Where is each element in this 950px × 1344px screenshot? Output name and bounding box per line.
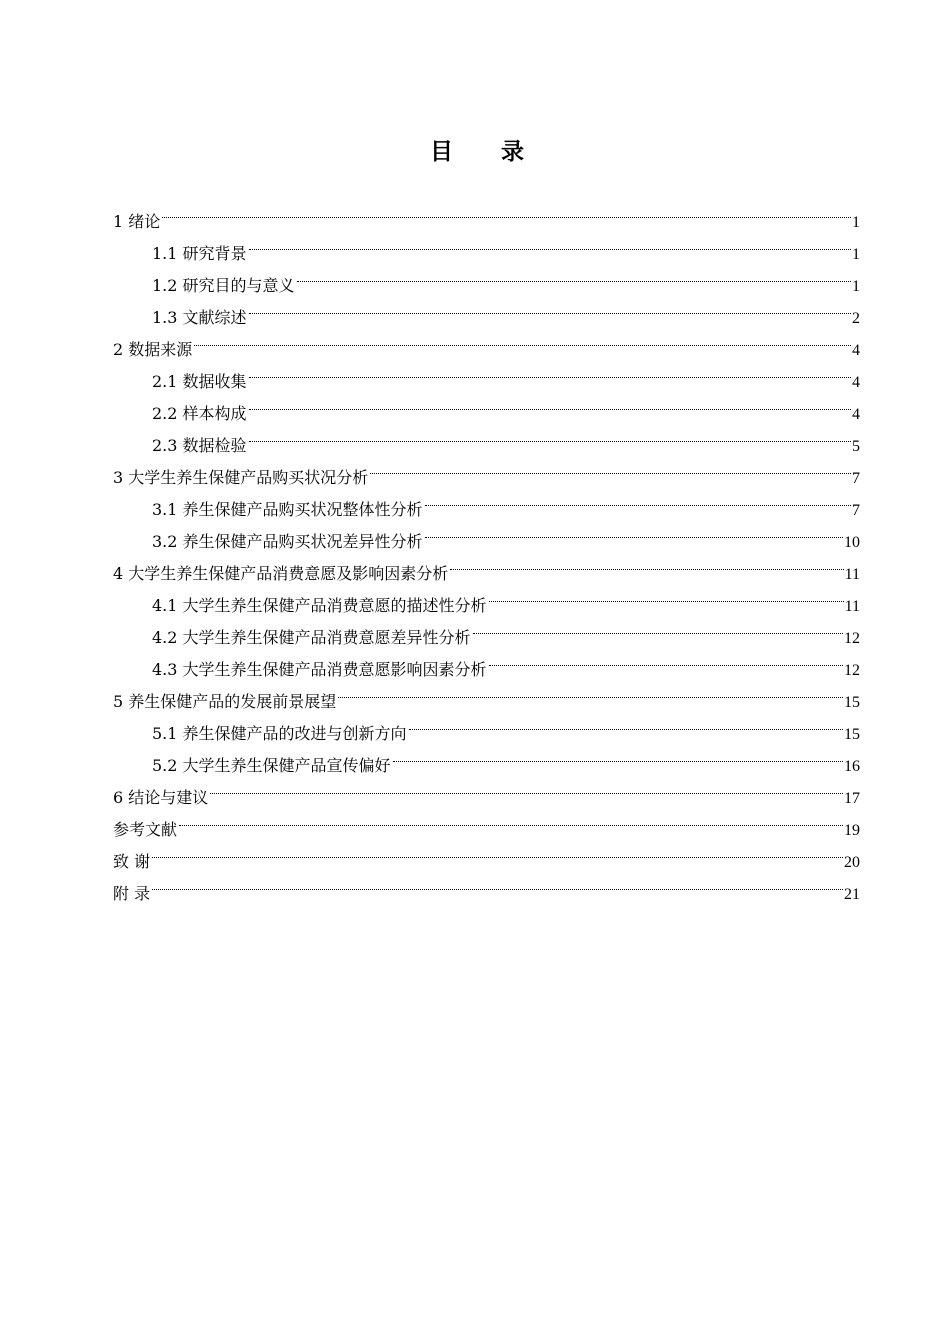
toc-dot-leader: [210, 771, 843, 803]
toc-dot-leader: [152, 867, 843, 899]
toc-entry-label: 1.3 文献综述: [152, 308, 247, 327]
toc-entry[interactable]: [113, 835, 860, 871]
toc-entry-label: 5.2 大学生养生保健产品宣传偏好: [152, 756, 391, 775]
toc-dot-leader: [425, 515, 843, 547]
toc-entry-label: 1.1 研究背景: [152, 244, 247, 263]
toc-entry-label: 致 谢: [113, 852, 151, 871]
table-of-contents: [113, 195, 860, 903]
toc-entry-label: 1 绪论: [113, 212, 161, 231]
toc-dot-leader: [393, 739, 843, 771]
toc-entry-label: 2.3 数据检验: [152, 436, 247, 455]
toc-entry-label: 3.1 养生保健产品购买状况整体性分析: [152, 500, 423, 519]
toc-page-number: 20: [844, 854, 860, 871]
toc-entry[interactable]: [113, 355, 860, 391]
toc-page-number: 15: [844, 694, 860, 711]
toc-page-number: 17: [844, 790, 860, 807]
toc-entry[interactable]: [113, 771, 860, 807]
toc-page-number: 1: [852, 246, 860, 263]
toc-page-number: 11: [844, 566, 860, 583]
toc-page-number: 10: [844, 534, 860, 551]
toc-dot-leader: [152, 835, 843, 867]
toc-entry-label: 4.2 大学生养生保健产品消费意愿差异性分析: [152, 628, 471, 647]
toc-dot-leader: [425, 483, 851, 515]
toc-entry-label: 2.2 样本构成: [152, 404, 247, 423]
toc-dot-leader: [249, 227, 851, 259]
toc-entry-label: 2.1 数据收集: [152, 372, 247, 391]
toc-dot-leader: [338, 675, 843, 707]
toc-page-number: 12: [844, 662, 860, 679]
toc-entry[interactable]: [113, 195, 860, 231]
toc-page-number: 5: [852, 438, 860, 455]
toc-page-number: 12: [844, 630, 860, 647]
toc-page-number: 1: [852, 278, 860, 295]
toc-entry-label: 参考文献: [113, 820, 178, 839]
toc-page-number: 11: [844, 598, 860, 615]
toc-dot-leader: [162, 195, 851, 227]
toc-entry-label: 1.2 研究目的与意义: [152, 276, 295, 295]
toc-dot-leader: [249, 291, 851, 323]
toc-dot-leader: [473, 611, 843, 643]
toc-entry-label: 5 养生保健产品的发展前景展望: [113, 692, 337, 711]
toc-entry-label: 3.2 养生保健产品购买状况差异性分析: [152, 532, 423, 551]
toc-page-number: 4: [852, 374, 860, 391]
toc-dot-leader: [297, 259, 851, 291]
toc-dot-leader: [489, 579, 844, 611]
toc-title: 目 录: [429, 139, 544, 165]
toc-entry[interactable]: [113, 803, 860, 839]
toc-entry-label: 4.3 大学生养生保健产品消费意愿影响因素分析: [152, 660, 487, 679]
toc-entry-label: 4 大学生养生保健产品消费意愿及影响因素分析: [113, 564, 449, 583]
toc-dot-leader: [179, 803, 843, 835]
toc-entry[interactable]: [113, 867, 860, 903]
toc-dot-leader: [370, 451, 851, 483]
toc-entry-label: 6 结论与建议: [113, 788, 209, 807]
toc-page-number: 7: [852, 470, 860, 487]
toc-page-number: 21: [844, 886, 860, 903]
toc-entry-label: 3 大学生养生保健产品购买状况分析: [113, 468, 369, 487]
toc-dot-leader: [409, 707, 843, 739]
toc-page-number: 19: [844, 822, 860, 839]
toc-entry-label: 4.1 大学生养生保健产品消费意愿的描述性分析: [152, 596, 487, 615]
toc-page-number: 4: [852, 342, 860, 359]
toc-page-number: 16: [844, 758, 860, 775]
toc-dot-leader: [249, 419, 851, 451]
toc-dot-leader: [249, 387, 851, 419]
toc-dot-leader: [450, 547, 843, 579]
toc-entry[interactable]: [113, 323, 860, 359]
toc-page-number: 15: [844, 726, 860, 743]
toc-entry-label: 附 录: [113, 884, 151, 903]
toc-page-number: 7: [852, 502, 860, 519]
toc-dot-leader: [194, 323, 851, 355]
toc-page-number: 1: [852, 214, 860, 231]
toc-dot-leader: [249, 355, 851, 387]
toc-entry[interactable]: [113, 227, 860, 263]
toc-entry-label: 5.1 养生保健产品的改进与创新方向: [152, 724, 407, 743]
toc-dot-leader: [489, 643, 843, 675]
toc-page-number: 4: [852, 406, 860, 423]
toc-entry-label: 2 数据来源: [113, 340, 193, 359]
toc-page-number: 2: [852, 310, 860, 327]
